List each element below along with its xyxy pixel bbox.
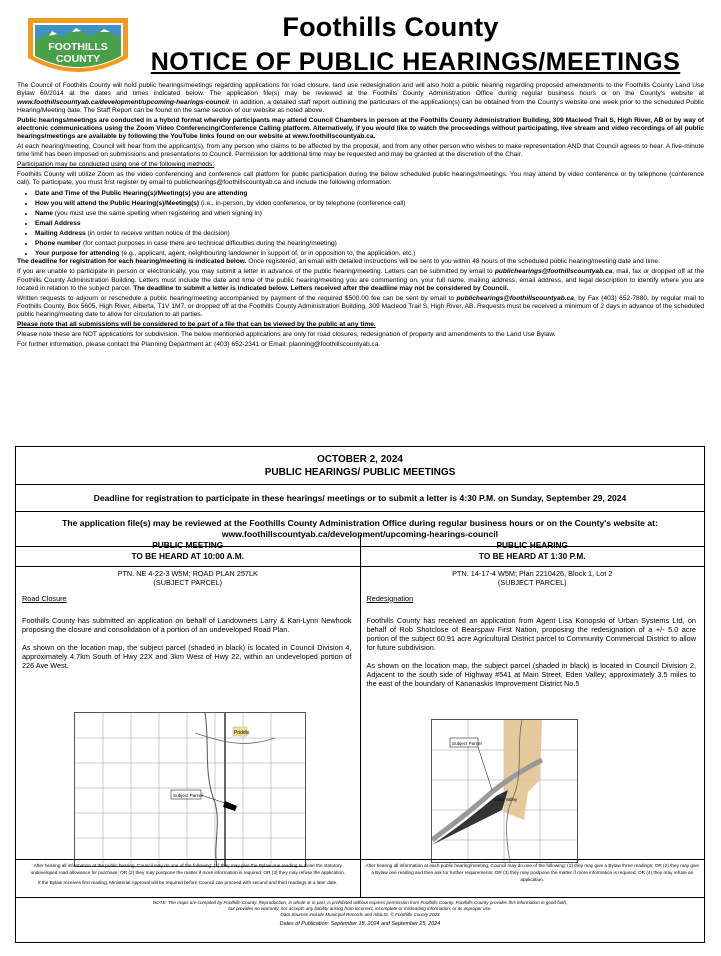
participation-heading: Participation may be conducted using one of the following methods: <box>17 161 215 169</box>
map-place-label: Eden Valley <box>493 797 517 802</box>
map-place-label: Priddis <box>234 730 250 736</box>
application-files-note: The application file(s) may be reviewed at the Foothills County Administration Office during regular business hours or on the County's website at: www.foothillscountyab.ca/development/upcoming-hearings-council <box>16 512 704 547</box>
registration-list <box>17 189 704 258</box>
email-link[interactable]: publichearings@foothillscountyab.ca <box>456 294 574 302</box>
publication-dates: Dates of Publication: September 18, 2024 and September 25, 2024 <box>279 920 441 927</box>
logo-line1: FOOTHILLS <box>48 41 108 53</box>
adjourn-paragraph: Written requests to adjourn or reschedule a public hearing/meeting accompanied by payment of the required $500.00 fee can be sent by email to publichearings@foothillscountyab.ca, by Fax (403) 652-7880, by regular mail to Foothills County, Box 5605, High River, Alberta, T1V 1M7, or dropped off at the Foothills County Administration Building, 309 Macleod Trail S, High River, AB. Requests must be received a minimum of 2 days in advance of the scheduled public hearing/meeting date to allow for circulation to all parties. <box>17 294 704 319</box>
registration-deadline: Deadline for registration to participate in these hearings/ meetings or to submit a letter is 4:30 P.M. on Sunday, September 29, 2024 <box>16 485 704 512</box>
zoom-paragraph: Foothills County will utilize Zoom as the video conferencing and conference call platform for public participation during the below scheduled public hearings/meetings. You may attend by video conference or by telephone (conference call). To participate, you must first register by email to publichearings@foothillscountyab.ca and include the following information: <box>17 170 704 187</box>
column-heading: PUBLIC HEARING TO BE HEARD AT 1:30 P.M. <box>361 535 705 567</box>
parcel-description: PTN. NE 4-22-3 W5M; ROAD PLAN 257LK (SUBJECT PARCEL) <box>117 569 258 587</box>
list-item: • Your purpose for attending (e.g., applicant, agent, neighbouring landowner in support of, or in opposition to, the application, etc.) <box>35 249 704 259</box>
decision-options-note: After hearing all information at the public hearing, Council may do one of the following: (1) they may give the Bylaw one reading to close the statutory undeveloped road allowance for purchase; OR (2) they may postpone the matter if more information is required; OR (3) they may refuse the application. If the Bylaw receives first reading, Ministerial Approval will be required before Council can proceed with second and third readings at a later date. <box>16 859 360 897</box>
hearing-paragraph: At each hearing/meeting, Council will hear from the applicant(s), from any person who claims to be affected by the proposal, and from any other person who wishes to make representation AND that Council agrees to hear. A five-minute time limit has been imposed on submissions and presentations to Council. Permission for additional time may be requested and may be granted at the discretion of the Chair. <box>17 143 704 159</box>
deadline-paragraph: The deadline for registration for each hearing/meeting is indicated below. Once registered, an email with detailed instructions will be sent to you within 48 hours of the scheduled public hearing/meeting date and time. <box>17 258 660 266</box>
letter-paragraph: If you are unable to participate in person or electronically, you may submit a letter in advance of the public hearing/meeting. Letters can be submitted by email to publichearings@foothillscountyab.ca, mail, fax or dropped off at the Foothills County Administration Building. Letters must include the date and time of the public hearing/meeting you are commenting on, your full name, mailing address, email address, and legal description to identify where you are located in relation to the subject parcel. The deadline to submit a letter is indicated below. Letters received after the deadline may not be considered by Council. <box>17 268 704 292</box>
hybrid-format-paragraph: Public hearings/meetings are conducted in a hybrid format whereby participants may attend Council Chambers in person at the Foothills County Administration Building, 309 Macleod Trail S, High River, AB or by way of electronic communications using the Zoom Video Conferencing/Conference Calling platform. Alternatively, if you would like to watch the proceedings without participating, live stream and video recordings of all public hearings/meetings are available by following the YouTube links found on our website at www.foothillscountyab.ca. <box>17 116 704 141</box>
list-item: • How you will attend the Public Hearing(s)/Meeting(s) (i.e., in-person, by video conference, or by telephone (conference call) <box>35 199 704 209</box>
location-map-road-closure <box>74 712 306 867</box>
public-hearing-column <box>361 535 705 897</box>
email-link[interactable]: publichearings@foothillscountyab.ca <box>494 268 613 276</box>
website-link[interactable]: www.foothillscountyab.ca/development/upcoming-hearings-council <box>17 98 229 106</box>
header <box>0 0 721 80</box>
list-item: • Name (you must use the same spelling when registering and when signing in) <box>35 209 704 219</box>
list-item: • Mailing Address (in order to receive written notice of the decision) <box>35 229 704 239</box>
parcel-description: PTN. 14-17-4 W5M; Plan 2210426, Block 1, Lot 2 (SUBJECT PARCEL) <box>452 569 613 587</box>
application-type: Redesignation <box>366 593 414 603</box>
county-title: Foothills County <box>282 12 499 42</box>
application-body: Foothills County has submitted an application on behalf of Landowners Larry & Kari-Lynn Newhook proposing the closure and consolidation of a portion of an undeveloped Road Plan. As shown on the location map, the subject parcel (shaded in black) is located in Council Division 4, approximately 4.7km South of Hwy 22X and 3km West of Hwy 22, within an undeveloped portion of 226 Ave West. <box>22 615 352 670</box>
hearing-columns <box>16 535 704 897</box>
public-file-note: Please note that all submissions will be considered to be part of a file that can be viewed by the public at any time. <box>17 320 376 328</box>
contact-paragraph: For further information, please contact the Planning Department at: (403) 652-2341 or Email: planning@foothillscountyab.ca. <box>17 340 381 348</box>
intro-paragraph: The Council of Foothills County will hold public hearings/meetings regarding applications for road closure, land use redesignation and will also hold a public hearing regarding proposed amendments to the Foothills County Land Use Bylaw 60/2014 at the dates and times indicated below. The application file(s) may be reviewed at the Foothills County Administration Office during regular business hours or on the County's website at www.foothillscountyab.ca/development/upcoming-hearings-council. In addition, a detailed staff report outlining the particulars of the application(s) can be obtained from the County's website one week prior to the scheduled Public Hearing/Meeting date. The Staff Report can be found on the same section of our website as noted above. <box>17 82 704 114</box>
hearing-date: OCTOBER 2, 2024 <box>317 454 403 465</box>
list-item: • Date and Time of the Public Hearing(s)/Meeting(s) you are attending <box>35 189 704 199</box>
column-heading: PUBLIC MEETING TO BE HEARD AT 10:00 A.M. <box>16 535 360 567</box>
map-subject-label: Subject Parcel <box>173 793 203 798</box>
notice-title: NOTICE OF PUBLIC HEARINGS/MEETINGS <box>150 48 681 76</box>
location-map-redesignation <box>431 719 578 863</box>
application-type: Road Closure <box>22 593 67 603</box>
decision-options-note: After hearing all information at each public hearing/meeting, Council may do one of the following: (1) they may give a Bylaw three readings; OR (2) they may give a Bylaw one reading and then ask for further requirements; OR (3) they may postpone the matter if more information is required; OR (4) they may refuse an application. <box>361 859 705 897</box>
logo-line2: COUNTY <box>55 53 101 65</box>
website-link[interactable]: www.foothillscountyab.ca/development/upcoming-hearings-council <box>221 529 499 539</box>
hearings-box <box>15 446 705 943</box>
hearing-heading: PUBLIC HEARINGS/ PUBLIC MEETINGS <box>264 467 456 478</box>
application-body: Foothills County has received an application from Agent Lisa Konopski of Urban Systems Ltd, on behalf of Rob Shotclose of Bearspaw First Nation, proposing the redesignation of a +/- 5.0 acre portion of the subject 60.91 acre Agricultural District parcel to Community Commercial District to allow for future subdivision. As shown on the location map, the subject parcel (shaded in black) is located in Council Division 2, Adjacent to the south side of Highway #541 at Main Street, Eden Valley; approximately 3.5 miles to the east of the boundary of Kananaskis Improvement District No.5 <box>366 615 696 688</box>
map-disclaimer: NOTE: The maps are compiled by Foothills County. Reproduction, in whole or in part, is prohibited without express permission from Foothills County. Foothills County provides this information in good faith, but provides no warranty, nor accepts any liability arising from incorrect, incomplete or misleading information, or its improper use. Data Sources include Municipal Records and AltaLIS. © Foothills County 2023 Dates of Publication: September 18, 2024 and September 25, 2024 <box>16 897 704 942</box>
subdivision-note: Please note these are NOT applications for subdivision. The below mentioned applications are only for road closures, redesignation of property and amendments to the Land Use Bylaw. <box>17 330 556 338</box>
public-meeting-column <box>16 535 361 897</box>
map-subject-label: Subject Parcel <box>451 741 482 746</box>
hearing-date-block <box>16 447 704 485</box>
list-item: • Phone number (for contact purposes in case there are technical difficulties during the hearing/meeting) <box>35 239 704 249</box>
list-item: • Email Address <box>35 219 704 229</box>
intro-section <box>17 82 704 350</box>
